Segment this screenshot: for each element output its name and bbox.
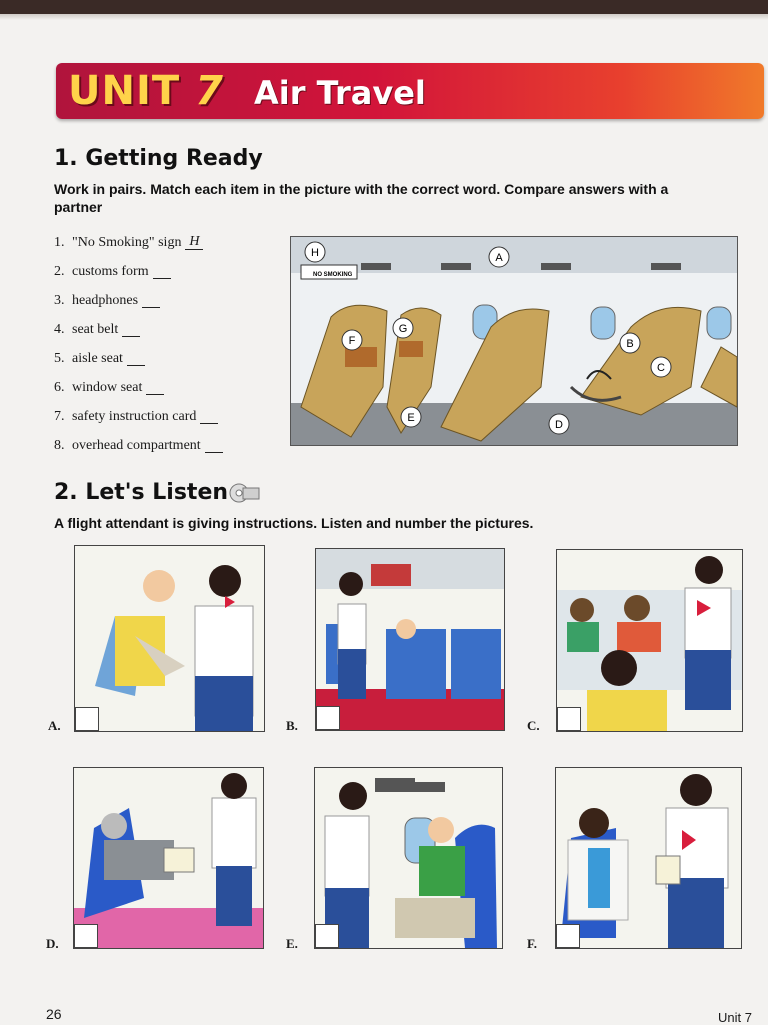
answer-blank[interactable]: H <box>185 235 203 250</box>
picture-letter: B. <box>286 718 298 733</box>
picture-f <box>555 767 742 949</box>
answer-box[interactable] <box>557 707 581 731</box>
label-D-circle <box>549 414 569 434</box>
picture-d <box>73 767 264 949</box>
answer-blank[interactable] <box>146 380 164 395</box>
cabin-illustration <box>290 236 738 446</box>
label-B-circle <box>620 333 640 353</box>
unit-label: UNIT 7 <box>68 68 224 114</box>
answer-blank[interactable] <box>205 438 223 453</box>
picture-c <box>556 549 743 732</box>
cd-audio-icon <box>228 482 260 504</box>
page-top-edge <box>0 0 768 14</box>
picture-e <box>314 767 503 949</box>
answer-box[interactable] <box>316 706 340 730</box>
label-A-circle <box>489 247 509 267</box>
label-C-circle <box>651 357 671 377</box>
svg-text:G: G <box>398 323 408 335</box>
svg-text:E: E <box>407 412 415 424</box>
vocabulary-list <box>54 228 284 460</box>
list-item: 4. seat belt <box>54 315 284 344</box>
page-number: 26 <box>46 1006 62 1022</box>
unit-number: 7 <box>195 68 224 114</box>
answer-blank[interactable] <box>142 293 160 308</box>
label-H-circle <box>305 242 325 262</box>
section2-heading: 2. Let's Listen <box>54 480 229 505</box>
cabin-labels <box>291 237 737 445</box>
answer-box[interactable] <box>556 924 580 948</box>
picture-letter: F. <box>527 936 537 951</box>
list-item: 1. "No Smoking" sign H <box>54 228 284 257</box>
svg-text:C: C <box>657 362 665 374</box>
section1-heading: 1. Getting Ready <box>54 146 263 171</box>
page-top-shade <box>0 14 768 20</box>
picture-a <box>74 545 265 732</box>
list-item: 3. headphones <box>54 286 284 315</box>
picture-letter: A. <box>48 718 61 733</box>
answer-box[interactable] <box>74 924 98 948</box>
list-item: 5. aisle seat <box>54 344 284 373</box>
unit-title: Air Travel <box>254 74 426 112</box>
footer-unit-label: Unit 7 <box>718 1010 752 1025</box>
picture-b <box>315 548 505 731</box>
answer-blank[interactable] <box>127 351 145 366</box>
label-G-circle <box>393 318 413 338</box>
svg-text:A: A <box>495 252 503 264</box>
list-item: 7. safety instruction card <box>54 402 284 431</box>
section1-instructions: Work in pairs. Match each item in the picture with the correct word. Compare answers with a partner <box>54 181 669 215</box>
list-item: 6. window seat <box>54 373 284 402</box>
picture-letter: D. <box>46 936 59 951</box>
list-item: 2. customs form <box>54 257 284 286</box>
label-E-circle <box>401 407 421 427</box>
picture-letter: E. <box>286 936 298 951</box>
svg-text:H: H <box>311 247 319 259</box>
answer-blank[interactable] <box>200 409 218 424</box>
svg-text:F: F <box>348 335 356 347</box>
answer-box[interactable] <box>315 924 339 948</box>
svg-text:B: B <box>626 338 634 350</box>
svg-text:D: D <box>555 419 563 431</box>
list-item: 8. overhead compartment <box>54 431 284 460</box>
answer-blank[interactable] <box>153 264 171 279</box>
answer-blank[interactable] <box>122 322 140 337</box>
label-F-circle <box>342 330 362 350</box>
picture-letter: C. <box>527 718 540 733</box>
section2-instructions: A flight attendant is giving instructions. Listen and number the pictures. <box>54 515 534 531</box>
no-smoking-sign-text: NO SMOKING <box>313 272 353 278</box>
answer-box[interactable] <box>75 707 99 731</box>
